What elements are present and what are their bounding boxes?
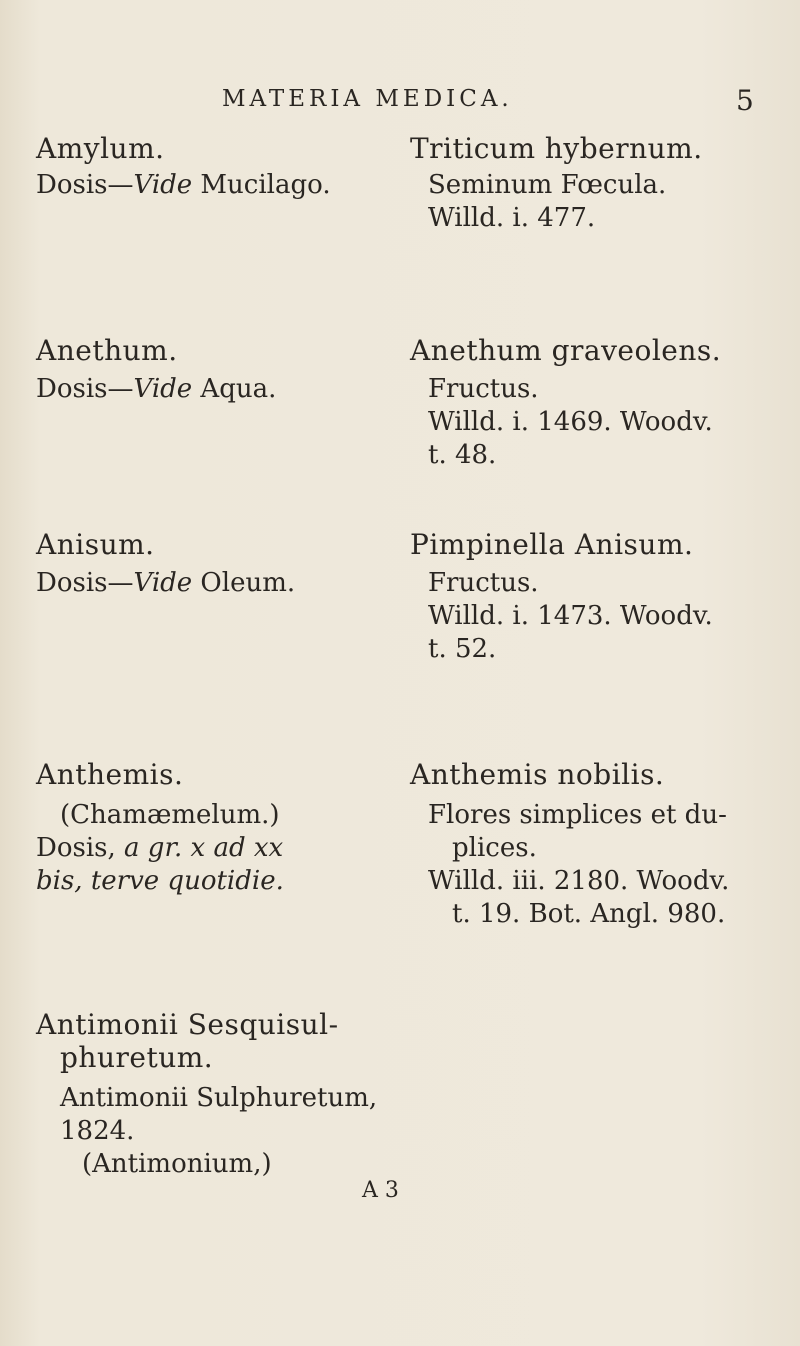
synonym-line: (Antimonium,) xyxy=(82,1149,272,1179)
vide-text: Vide xyxy=(133,170,193,200)
dosis-prefix: Dosis— xyxy=(36,374,134,404)
detail-line: plices. xyxy=(452,833,537,863)
dose-text: a gr. x ad xx xyxy=(124,833,284,863)
dosis-line xyxy=(36,567,295,600)
detail-line: t. 48. xyxy=(428,440,497,470)
entry-term: Amylum. xyxy=(36,132,165,165)
detail-line: Fructus. xyxy=(428,374,539,404)
page-number: 5 xyxy=(736,84,754,117)
botanical-name: Anthemis nobilis. xyxy=(410,758,665,791)
dosis-prefix: Dosis— xyxy=(36,170,134,200)
detail-line: t. 19. Bot. Angl. 980. xyxy=(452,899,726,929)
entry-anisum-left xyxy=(36,528,295,600)
synonym-line: Antimonii Sulphuretum, xyxy=(60,1083,378,1113)
detail-line: Flores simplices et du- xyxy=(428,800,727,830)
entry-term: Anthemis. xyxy=(36,758,184,791)
entry-term: Anisum. xyxy=(36,528,155,561)
dosis-line xyxy=(36,832,284,865)
detail-line: Seminum Fœcula. xyxy=(428,170,667,200)
entry-term-continued: phuretum. xyxy=(60,1041,214,1074)
detail-line: Willd. i. 1469. Woodv. xyxy=(428,407,713,437)
detail-line: Willd. i. 477. xyxy=(428,203,596,233)
entry-amylum-left xyxy=(36,132,331,202)
entry-anthemis-left xyxy=(36,758,284,898)
entry-term: Antimonii Sesquisul- xyxy=(36,1008,339,1041)
dosis-line xyxy=(36,169,331,202)
entry-anethum-left xyxy=(36,334,276,406)
entry-amylum-right xyxy=(410,132,703,235)
signature-mark: A 3 xyxy=(362,1178,399,1203)
vide-text: Vide xyxy=(133,568,193,598)
dosis-rest: Aqua. xyxy=(192,374,277,404)
entry-anisum-right xyxy=(410,528,713,666)
dosis-prefix: Dosis, xyxy=(36,833,125,863)
botanical-name: Anethum graveolens. xyxy=(410,334,722,367)
dosis-rest: Mucilago. xyxy=(192,170,331,200)
detail-line: t. 52. xyxy=(428,634,497,664)
dosis-prefix: Dosis— xyxy=(36,568,134,598)
running-head: MATERIA MEDICA. xyxy=(222,86,513,112)
entry-antimonii-left xyxy=(36,1008,377,1181)
botanical-name: Pimpinella Anisum. xyxy=(410,528,694,561)
detail-line: Fructus. xyxy=(428,568,539,598)
dose-frequency: bis, terve quotidie. xyxy=(36,866,284,896)
vide-text: Vide xyxy=(133,374,193,404)
entry-anthemis-right xyxy=(410,758,729,931)
entry-term: Anethum. xyxy=(36,334,178,367)
synonym-line: (Chamæmelum.) xyxy=(60,800,280,830)
detail-line: Willd. i. 1473. Woodv. xyxy=(428,601,713,631)
detail-line: Willd. iii. 2180. Woodv. xyxy=(428,866,730,896)
botanical-name: Triticum hybernum. xyxy=(410,132,703,165)
entry-anethum-right xyxy=(410,334,721,472)
dosis-rest: Oleum. xyxy=(192,568,296,598)
year-line: 1824. xyxy=(60,1116,135,1146)
dosis-line xyxy=(36,373,276,406)
